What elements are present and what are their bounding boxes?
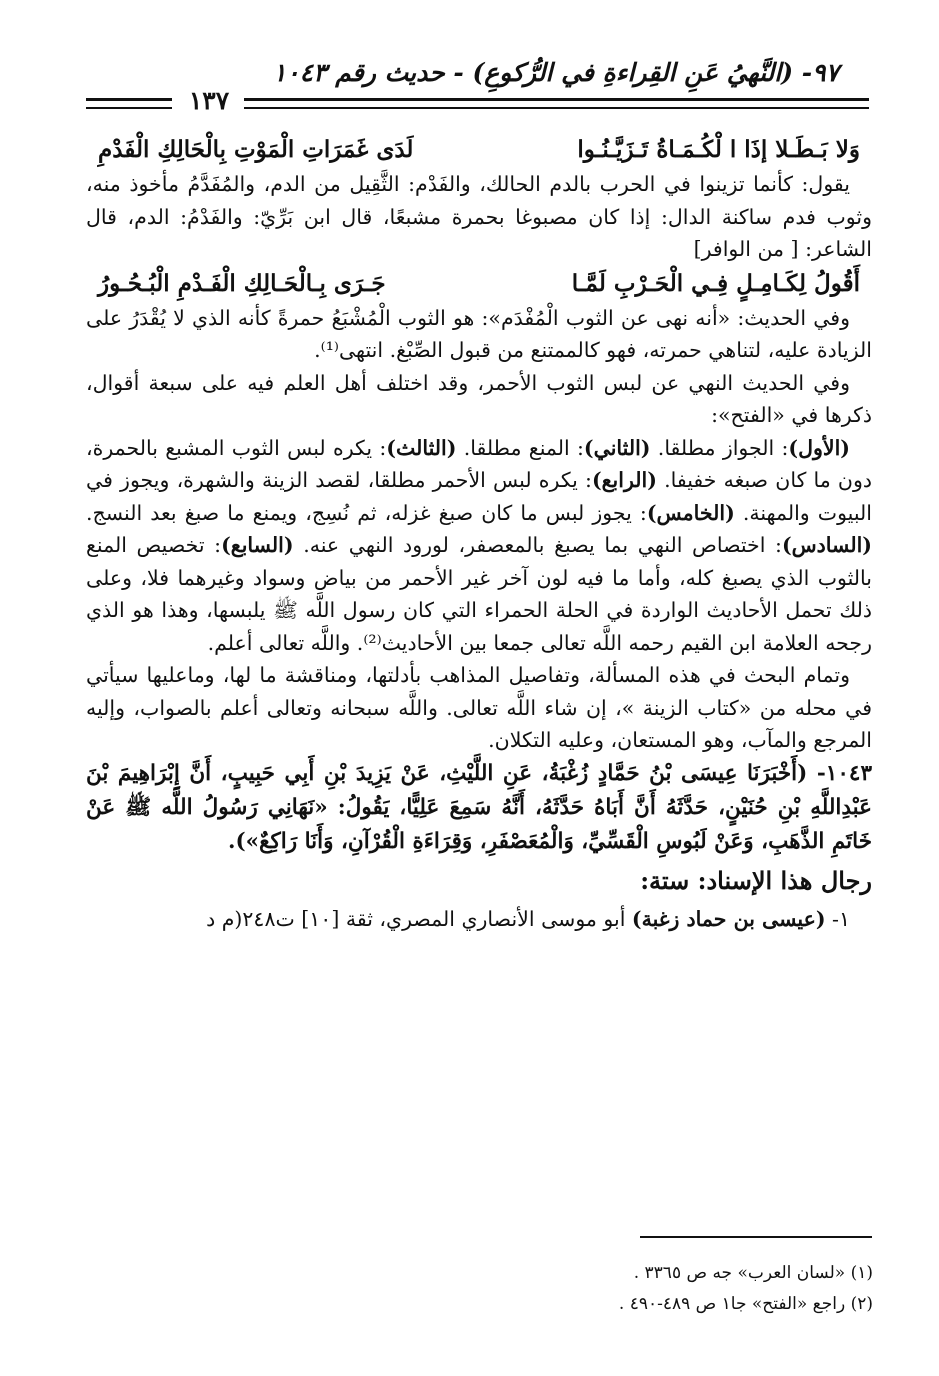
running-header-title: ٩٧- (النَّهيُ عَنِ القِراءةِ في الرُّكوعِ) - حديث رقم ١٠٤٣ — [272, 58, 839, 87]
paragraph-seven-opinions — [86, 432, 872, 660]
poetry-verse-1 — [86, 132, 872, 168]
verse-1-first-hemistich: وَلا بَـطَـلا إذَا ا لْكُـمَـاةُ تَـزَيَّـنُـوا — [577, 136, 860, 163]
verse-2-first-hemistich: أَقُولُ لِكَـامِـلٍ فِـي الْحَـرْبِ لَمَّـا — [571, 269, 860, 297]
opinion-1-label: (الأول) — [788, 435, 851, 460]
footnotes — [373, 1258, 873, 1320]
opinion-3-label: (الثالث) — [386, 435, 457, 460]
paragraph-hadith-mufdam: وفي الحديث: «أنه نهى عن الثوب الْمُفْدَم»: هو الثوب الْمُشْبَعُ حمرةً كأنه الذي لا يُقْدَرُ على الزيادة عليه، لتناهي حمرته، فهو كالممتنع من قبول الصِّبْغ. انتهى⁽¹⁾. — [86, 305, 872, 362]
opinion-5-text: : يجوز لبس ما كان صبغ غزله، ثم نُسِج، ويمنع ما صبغ بعد النسج. — [86, 500, 647, 525]
opinion-4-label: (الرابع) — [591, 468, 657, 492]
paragraph-seven-opinions-intro: وفي الحديث النهي عن لبس الثوب الأحمر، وقد اختلف أهل العلم فيه على سبعة أقوال، ذكرها في «الفتح»: — [86, 370, 872, 427]
paragraph-closing: وتمام البحث في هذه المسألة، وتفاصيل المذاهب بأدلتها، ومناقشة ما لها، وماعليها سيأتي في محله من «كتاب الزينة »، إن شاء اللَّه تعالى. واللَّه سبحانه وتعالى أعلم بالصواب، وإليه المرجع والمآب، وهو المستعان، وعليه التكلان. — [86, 663, 872, 752]
header-rule-right — [244, 98, 869, 109]
page-number: ١٣٧ — [188, 86, 230, 115]
opinion-1-text: : الجواز مطلقا. — [650, 435, 789, 460]
hadith-1043: ١٠٤٣- (أَخْبَرَنَا عِيسَى بْنُ حَمَّادٍ زُغْبَةُ، عَنِ اللَّيْثِ، عَنْ يَزِيدَ بْنِ أَبِي حَبِيبٍ، أَنَّ إِبْرَاهِيمَ بْنَ عَبْدِاللَّهِ بْنِ حُنَيْنٍ، حَدَّثَهُ أَنَّ أَبَاهُ حَدَّثَهُ، أَنَّهُ سَمِعَ عَلِيًّا، يَقُولُ: «نَهَانِي رَسُولُ اللَّه ﷺ عَنْ خَاتَمِ الذَّهَبِ، وَعَنْ لَبُوسِ الْقَسِّيِّ، وَالْمُعَصْفَرِ، وَقِرَاءَةِ الْقُرْآنِ، وَأَنَا رَاكِعٌ»). — [86, 760, 872, 854]
verse-1-second-hemistich: لَدَى غَمَرَاتِ الْمَوْتِ بِالْحَالِكِ الْفَدْمِ — [98, 136, 414, 163]
narrator-description: أبو موسى الأنصاري المصري، ثقة [١٠] ت٢٤٨(م د — [206, 906, 632, 931]
narrator-name: (عيسى بن حماد زغبة) — [631, 906, 826, 931]
footnote-2: (٢) راجع «الفتح» جا١ ص ٤٨٩-٤٩٠ . — [618, 1294, 873, 1314]
footnote-1: (١) «لسان العرب» جه ص ٣٣٦٥ . — [633, 1263, 873, 1283]
paragraph-fadm-definition: يقول: كأنما تزينوا في الحرب بالدم الحالك، والفَدْم: الثَّقِيل من الدم، والمُفَدَّمُ مأخوذ منه، وثوب فدم ساكنة الدال: إذا كان مصبوغا بحمرة مشبعًا، قال ابن بَرِّيّ: والفَدْمُ: الدم، قال الشاعر: [ من الوافر] — [86, 172, 872, 261]
opinion-5-label: (الخامس) — [646, 500, 735, 525]
narrator-number: ١- — [825, 906, 850, 931]
opinion-4-text: : يكره لبس الأحمر مطلقا، لقصد الزينة والشهرة، ويجوز في البيوت والمهنة. — [86, 468, 872, 525]
poetry-verse-2 — [86, 266, 872, 302]
opinion-7-label: (السابع) — [221, 533, 294, 557]
opinion-3-text: : يكره لبس الثوب المشبع بالحمرة، دون ما كان صبغه خفيفا. — [86, 435, 872, 492]
header-rule-left — [86, 98, 172, 109]
section-heading-narrators: رجال هذا الإسناد: ستة: — [640, 865, 872, 895]
opinion-6-label: (السادس) — [781, 533, 872, 557]
footnote-separator — [640, 1236, 872, 1238]
verse-2-second-hemistich: جَـرَى بِـالْحَـالِكِ الْفَـدْمِ الْبُـحُـورُ — [98, 269, 386, 297]
opinion-7-text: : تخصيص المنع بالثوب الذي يصبغ كله، وأما ما فيه لون آخر غير الأحمر من بياض وسواد وغيرهما فلا، وعلى ذلك تحمل الأحاديث الواردة في الحلة الحمراء التي كان رسول اللَّه ﷺ يلبسها، وهذا هو الذي رجحه العلامة ابن القيم رحمه اللَّه تعالى جمعا بين الأحاديث⁽²⁾. واللَّه تعالى أعلم. — [86, 533, 872, 655]
opinion-2-label: (الثاني) — [583, 435, 651, 460]
narrator-entry-1 — [86, 903, 872, 936]
main-text — [86, 132, 872, 935]
opinion-6-text: : اختصاص النهي بما يصبغ بالمعصفر، لورود النهي عنه. — [293, 533, 782, 557]
opinion-2-text: : المنع مطلقا. — [456, 435, 584, 460]
